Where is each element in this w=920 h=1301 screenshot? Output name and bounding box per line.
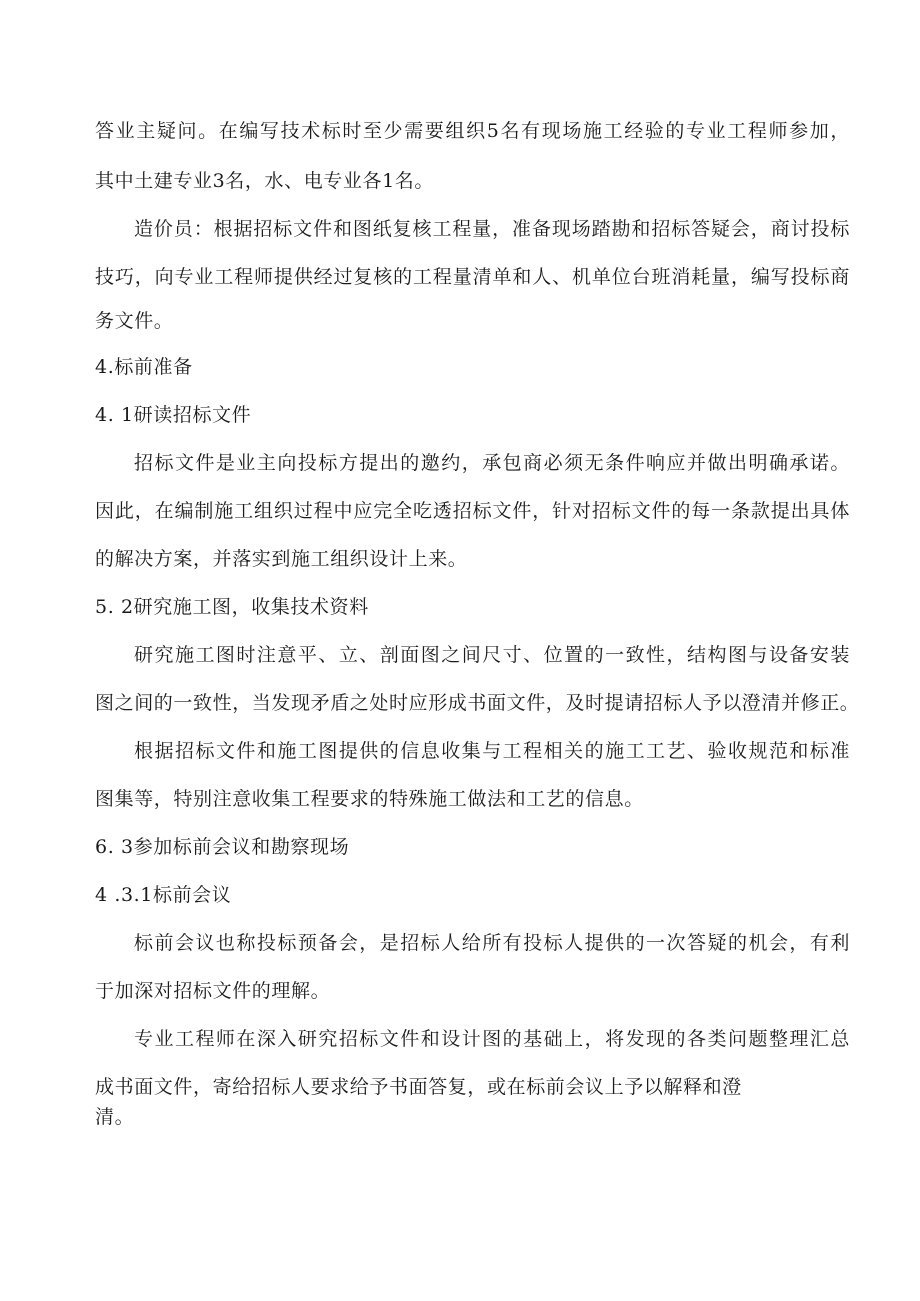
text-line: 因此，在编制施工组织过程中应完全吃透招标文件，针对招标文件的每一条款提出具体 (95, 500, 850, 522)
text-line: 技巧，向专业工程师提供经过复核的工程量清单和人、机单位台班消耗量，编写投标商 (95, 266, 850, 288)
text-line: 成书面文件，寄给招标人要求给予书面答复，或在标前会议上予以解释和澄 (95, 1076, 742, 1098)
text-line: 其中土建专业3名，水、电专业各1名。 (95, 170, 434, 192)
text-line: 的解决方案，并落实到施工组织设计上来。 (95, 548, 468, 570)
text-line: 答业主疑问。在编写技术标时至少需要组织5名有现场施工经验的专业工程师参加， (95, 120, 850, 142)
text-line: 研究施工图时注意平、立、剖面图之间尺寸、位置的一致性，结构图与设备安装 (134, 644, 850, 666)
subsection-heading: 4. 1研读招标文件 (95, 404, 252, 426)
subsection-heading: 6. 3参加标前会议和勘察现场 (95, 836, 350, 858)
text-line: 务文件。 (95, 310, 174, 332)
text-line: 专业工程师在深入研究招标文件和设计图的基础上，将发现的各类问题整理汇总 (134, 1028, 850, 1050)
text-line: 清。 (95, 1106, 135, 1128)
text-line: 造价员：根据招标文件和图纸复核工程量，准备现场踏勘和招标答疑会，商讨投标 (134, 218, 850, 240)
text-line: 于加深对招标文件的理解。 (95, 980, 331, 1002)
text-line: 图之间的一致性，当发现矛盾之处时应形成书面文件，及时提请招标人予以澄清并修正。 (95, 692, 860, 714)
text-line: 标前会议也称投标预备会，是招标人给所有投标人提供的一次答疑的机会，有利 (134, 932, 850, 954)
text-line: 图集等，特别注意收集工程要求的特殊施工做法和工艺的信息。 (95, 788, 644, 810)
section-heading: 4.标前准备 (95, 356, 193, 378)
subsection-heading: 4 .3.1标前会议 (95, 884, 232, 906)
subsection-heading: 5. 2研究施工图，收集技术资料 (95, 596, 369, 618)
text-line: 招标文件是业主向投标方提出的邀约，承包商必须无条件响应并做出明确承诺。 (134, 452, 850, 474)
text-line: 根据招标文件和施工图提供的信息收集与工程相关的施工工艺、验收规范和标准 (134, 740, 850, 762)
